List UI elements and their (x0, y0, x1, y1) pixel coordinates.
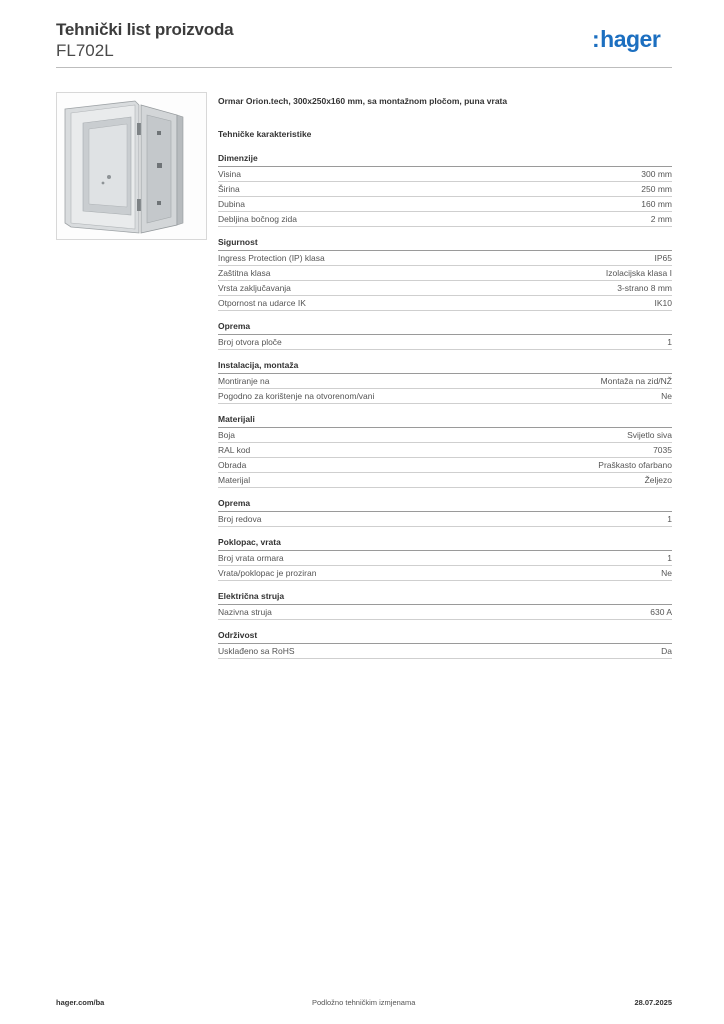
section-dimenzije (218, 153, 672, 227)
spec-value: 1 (667, 337, 672, 347)
spec-label: Vrsta zaključavanja (218, 283, 291, 293)
spec-row (218, 644, 672, 659)
spec-sections (218, 153, 672, 659)
section-odrzivost (218, 630, 672, 659)
spec-row (218, 551, 672, 566)
spec-row (218, 335, 672, 350)
spec-label: Boja (218, 430, 236, 440)
section-title: Sigurnost (218, 237, 672, 251)
section-oprema-2 (218, 498, 672, 527)
section-elektricna-struja (218, 591, 672, 620)
spec-label: Pogodno za korištenje na otvorenom/vani (218, 391, 375, 401)
spec-row (218, 428, 672, 443)
spec-label: Obrada (218, 460, 247, 470)
section-sigurnost (218, 237, 672, 311)
spec-label: Visina (218, 169, 241, 179)
spec-value: 300 mm (641, 169, 672, 179)
spec-value: 160 mm (641, 199, 672, 209)
spec-label: Broj otvora ploče (218, 337, 282, 347)
spec-value: 2 mm (650, 214, 672, 224)
spec-label: Debljina bočnog zida (218, 214, 297, 224)
logo-text: hager (600, 26, 661, 52)
spec-subheading: Tehničke karakteristike (218, 129, 312, 139)
spec-value: Željezo (644, 475, 672, 485)
section-title: Poklopac, vrata (218, 537, 672, 551)
spec-label: Nazivna struja (218, 607, 272, 617)
spec-value: Praškasto ofarbano (598, 460, 672, 470)
spec-row (218, 296, 672, 311)
section-oprema (218, 321, 672, 350)
spec-row (218, 605, 672, 620)
spec-label: RAL kod (218, 445, 251, 455)
document-title: Tehnički list proizvoda (56, 20, 234, 39)
section-title: Instalacija, montaža (218, 360, 672, 374)
spec-row (218, 458, 672, 473)
spec-label: Dubina (218, 199, 245, 209)
spec-row (218, 389, 672, 404)
spec-row (218, 512, 672, 527)
document-header (56, 20, 233, 61)
hager-logo (592, 26, 660, 53)
section-materijali (218, 414, 672, 488)
spec-row (218, 197, 672, 212)
section-instalacija (218, 360, 672, 404)
spec-value: Ne (661, 391, 672, 401)
spec-value: 7035 (653, 445, 672, 455)
spec-label: Ingress Protection (IP) klasa (218, 253, 325, 263)
spec-label: Vrata/poklopac je proziran (218, 568, 317, 578)
spec-label: Broj redova (218, 514, 262, 524)
spec-row (218, 473, 672, 488)
cabinet-illustration-icon (57, 93, 206, 239)
section-title: Materijali (218, 414, 672, 428)
section-title: Dimenzije (218, 153, 672, 167)
spec-row (218, 212, 672, 227)
spec-value: IP65 (654, 253, 672, 263)
spec-label: Zaštitna klasa (218, 268, 271, 278)
section-title: Oprema (218, 321, 672, 335)
footer-note: Podložno tehničkim izmjenama (312, 998, 416, 1007)
spec-value: Montaža na zid/NŽ (600, 376, 672, 386)
section-poklopac (218, 537, 672, 581)
spec-row (218, 374, 672, 389)
spec-row (218, 182, 672, 197)
spec-value: 3-strano 8 mm (617, 283, 672, 293)
spec-value: Izolacijska klasa I (605, 268, 672, 278)
spec-value: 250 mm (641, 184, 672, 194)
spec-value: 1 (667, 553, 672, 563)
spec-row (218, 251, 672, 266)
product-headline: Ormar Orion.tech, 300x250x160 mm, sa montažnom pločom, puna vrata (218, 96, 508, 106)
product-code: FL702L (56, 41, 114, 60)
spec-content (218, 96, 672, 659)
section-title: Oprema (218, 498, 672, 512)
spec-label: Otpornost na udarce IK (218, 298, 306, 308)
spec-value: Da (661, 646, 672, 656)
footer-date: 28.07.2025 (634, 998, 672, 1007)
section-title: Električna struja (218, 591, 672, 605)
spec-label: Usklađeno sa RoHS (218, 646, 295, 656)
spec-value: IK10 (654, 298, 672, 308)
logo-colon-icon: : (592, 26, 600, 52)
spec-label: Materijal (218, 475, 251, 485)
spec-value: 1 (667, 514, 672, 524)
spec-label: Broj vrata ormara (218, 553, 284, 563)
header-divider (56, 67, 672, 68)
spec-value: Svijetlo siva (627, 430, 672, 440)
spec-row (218, 167, 672, 182)
spec-row (218, 443, 672, 458)
footer-website-link[interactable]: hager.com/ba (56, 998, 105, 1007)
spec-row (218, 266, 672, 281)
product-image (56, 92, 207, 240)
spec-label: Širina (218, 184, 240, 194)
spec-label: Montiranje na (218, 376, 270, 386)
spec-row (218, 281, 672, 296)
spec-row (218, 566, 672, 581)
section-title: Održivost (218, 630, 672, 644)
spec-value: Ne (661, 568, 672, 578)
spec-value: 630 A (650, 607, 672, 617)
